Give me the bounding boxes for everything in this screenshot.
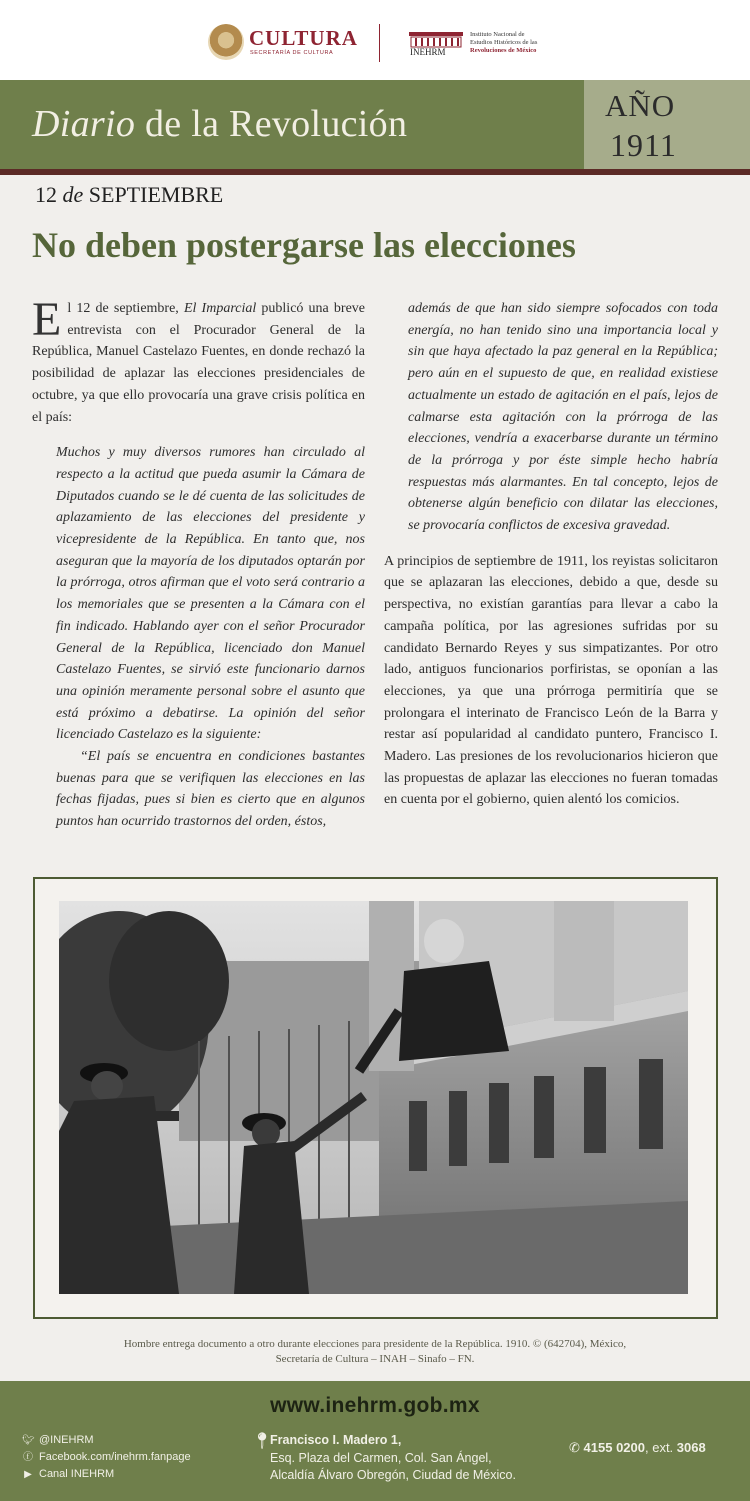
facebook-icon: ⓕ	[23, 1452, 33, 1463]
closing-paragraph: A principios de septiembre de 1911, los reyistas solicitaron que se aplazaran las elecciones, debido a que, desde su perspectiva, no existían garantías para llevar a cabo la campaña política, por las agresiones sufridas por su candidato Bernardo Reyes y sus simpatizantes. Por otro lado, antiguos funcionarios porfiristas, se oponían a las elecciones, ya que una prórroga permitiría que se prolongara el interinato de Francisco León de la Barra y restar así popularidad al candidato puntero, Francisco I. Madero. Las presiones de los revolucionarios hicieron que las propuestas de aplazar las elecciones no fueran tomadas en cuenta por el gobierno, quien alentó los comicios.	[384, 553, 718, 808]
intro-paragraph: El 12 de septiembre, El Imparcial publicó una breve entrevista con el Procurador General de la República, Manuel Castelazo Fuentes, en donde rechazó la posibilidad de aplazar las elecciones presidenciales de octubre, ya que ello provocaría una grave crisis política en el país:	[32, 293, 366, 425]
quote-continuation: además de que han sido siempre sofocados con toda energía, no han tenido sino una importancia local y sin que haya afectado la paz general en la República; pero aún en el supuesto de que, en realidad existiese actualmente un estado de agitación en el país, lejos de calmarse esta agitación con la prórroga de las elecciones, vendría a exacerbarse durante un término de la prórroga y por éste simple hecho habría respuestas más alarmantes. En tal concepto, lejos de obtenerse algún beneficio con dilatar las elecciones, se provocaría conflictos de excesiva gravedad.	[408, 301, 718, 534]
historical-photo	[59, 901, 688, 1294]
address-line-2: Esq. Plaza del Carmen, Col. San Ángel,	[270, 1450, 492, 1465]
address-street: Francisco I. Madero 1,	[270, 1433, 402, 1447]
year-value: 1911	[610, 127, 677, 163]
logo-divider	[379, 24, 380, 62]
social-links	[22, 1432, 191, 1483]
youtube-icon: ▶	[24, 1469, 32, 1480]
drop-cap: E	[32, 293, 62, 346]
photo-illustration	[59, 901, 688, 1294]
article-right-column	[384, 298, 718, 811]
quote-paragraph-2: “El país se encuentra en condiciones bastantes buenas para que se verifiquen las elecciones en las fechas fijadas, pues si bien es cierto que en algunos puntos han ocurrido trastornos del orden, éstos,	[56, 749, 365, 830]
mexico-seal-icon	[208, 24, 244, 60]
location-pin-icon: 📍︎	[252, 1433, 273, 1450]
twitter-icon: 🐦︎	[22, 1435, 35, 1446]
youtube-link[interactable]: ▶ Canal INEHRM	[22, 1466, 191, 1483]
inehrm-building-icon	[407, 28, 465, 56]
article-date: 12 de SEPTIEMBRE	[35, 182, 224, 207]
twitter-link[interactable]: 🐦︎ @INEHRM	[22, 1432, 191, 1449]
top-logo-bar	[0, 0, 750, 80]
phone-icon: ✆	[569, 1440, 580, 1455]
inehrm-name: Instituto Nacional de Estudios Históricos de las Revoluciones de México	[470, 31, 538, 54]
year-label: AÑO	[605, 88, 676, 123]
quote-paragraph-1: Muchos y muy diversos rumores han circulado al respecto a la actitud que pueda asumir la Cámara de Diputados cuando se le dé cuenta de las solicitudes de aplazamiento de las elecciones del presidente y vicepresidente de la República. En tanto que, nos aseguran que la mayoría de los diputados optarán por la prórroga, otros afirman que el voto será contrario a los memoriales que se presenten a la Cámara con el fin indicado. Hablando ayer con el señor Procurador General de la República, licenciado don Manuel Castelazo Fuentes, se sirvió este funcionario darnos una opinión meramente personal sobre el asunto que está próximo a debatirse. La opinión del señor licenciado Castelazo es la siguiente:	[56, 445, 365, 743]
facebook-link[interactable]: ⓕ Facebook.com/inehrm.fanpage	[22, 1449, 191, 1466]
photo-caption: Hombre entrega documento a otro durante elecciones para presidente de la República. 1910. © (642704), México, Secretaría de Cultura – INAH – Sinafo – FN.	[123, 1338, 627, 1365]
address-block	[252, 1432, 516, 1485]
block-quote	[56, 442, 365, 833]
website-link[interactable]: www.inehrm.gob.mx	[270, 1394, 480, 1417]
article-left-column	[32, 293, 366, 833]
banner-underline	[0, 169, 750, 175]
cultura-subtitle: SECRETARÍA DE CULTURA	[250, 50, 334, 56]
inehrm-logo-text: INEHRM	[410, 47, 446, 56]
diario-title: Diario de la Revolución	[32, 103, 408, 145]
article-headline: No deben postergarse las elecciones	[32, 225, 576, 265]
address-line-3: Alcaldía Álvaro Obregón, Ciudad de México.	[270, 1468, 516, 1482]
cultura-logo-text: CULTURA	[249, 26, 358, 50]
phone-number: ✆ 4155 0200, ext. 3068	[569, 1440, 706, 1455]
